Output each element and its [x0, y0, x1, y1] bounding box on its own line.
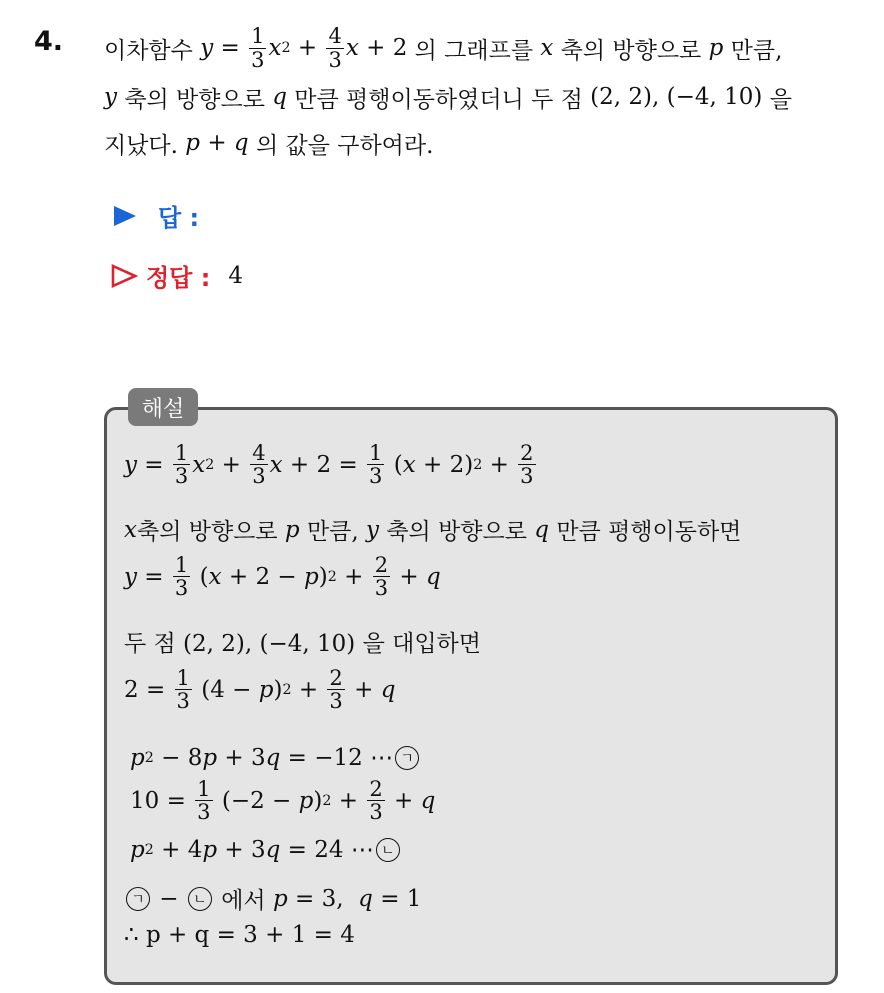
- solution-substitute: 두 점 (2, 2), (−4, 10) 을 대입하면: [124, 631, 481, 657]
- solution-eq-5: p 2 − 8 p + 3 q = −12 ⋯ ㄱ: [130, 745, 421, 771]
- solution-eq-6: 10 = $\frac{1}{3}$ (−2 − p ) 2 + $\frac{2}{3}$ + q: [130, 777, 436, 825]
- solution-translate: 만큼 평행이동하면: [556, 519, 742, 545]
- solution-eq-1: y = $\frac{1}{3}$ x 2 + $\frac{4}{3}$ x + 2 = $\frac{1}{3}$ ( x + 2) 2 + $\frac{2}{3}$: [124, 441, 534, 489]
- solution-line-2: x 축의 방향으로 p 만큼, y 축의 방향으로 q 만큼 평행이동하면: [124, 513, 741, 546]
- circled-label-2: ㄴ: [376, 838, 400, 862]
- question-line-3: 지났다. p + q 의 값을 구하여라.: [104, 120, 874, 166]
- question-translation: 만큼 평행이동하였더니 두 점: [294, 86, 583, 113]
- outline-triangle-icon: [110, 263, 138, 289]
- question-graph-text: 의 그래프를: [414, 37, 534, 64]
- question-ask: 의 값을 구하여라.: [255, 132, 434, 159]
- circled-label-1: ㄱ: [395, 746, 419, 770]
- solution-sep: 만큼,: [306, 519, 359, 545]
- question-lead: 이차함수: [104, 37, 193, 64]
- eq5-rhs: = −12 ⋯: [287, 745, 394, 771]
- circled-label-1b: ㄱ: [126, 887, 150, 911]
- question-text: [104, 22, 874, 166]
- solution-line-4: [124, 625, 481, 658]
- question-amount: 만큼,: [730, 37, 783, 64]
- question-line-1: 이차함수 y = $\frac{1}{3}$ x 2 + $\frac{4}{3}$ x + 2 의 그래프를 x 축의 방향으로 p 만큼,: [104, 24, 783, 72]
- solution-eq-8: ㄱ − ㄴ 에서 p = 3, q = 1: [124, 882, 421, 915]
- question-points: (2, 2), (−4, 10): [590, 84, 763, 110]
- answer-row: [112, 198, 199, 233]
- correct-answer-label: 정답 :: [146, 264, 211, 292]
- correct-answer-value: 4: [228, 262, 243, 289]
- solution-eq-4: 2 = $\frac{1}{3}$ (4 − p ) 2 + $\frac{2}{3}$ + q: [124, 666, 396, 714]
- question-particle: 을: [769, 86, 792, 113]
- question-number: 4.: [34, 26, 64, 57]
- correct-answer-row: [110, 258, 243, 293]
- question-line-2: y 축의 방향으로 q 만큼 평행이동하였더니 두 점 (2, 2), (−4, 10) 을: [104, 74, 874, 120]
- solution-eq-9: [124, 922, 355, 948]
- solution-eq-3: y = $\frac{1}{3}$ ( x + 2 − p ) 2 + $\frac{2}{3}$ + q: [124, 553, 441, 601]
- solution-eq-7: p 2 + 4 p + 3 q = 24 ⋯ ㄴ: [130, 837, 402, 863]
- solution-x-direction: 축의 방향으로: [136, 519, 278, 545]
- solution-tab: 해설: [128, 388, 198, 426]
- question-x-direction: 축의 방향으로: [560, 37, 702, 64]
- question-y-direction: 축의 방향으로: [124, 86, 265, 113]
- solution-y-direction: 축의 방향으로: [386, 519, 527, 545]
- answer-label: 답 :: [158, 204, 200, 232]
- final-result: ∴ p + q = 3 + 1 = 4: [124, 922, 355, 948]
- play-triangle-icon: [112, 204, 138, 228]
- question-passed: 지났다.: [104, 132, 178, 159]
- eq8-text: 에서: [221, 888, 266, 914]
- eq7-rhs: = 24 ⋯: [287, 837, 374, 863]
- circled-label-2b: ㄴ: [188, 887, 212, 911]
